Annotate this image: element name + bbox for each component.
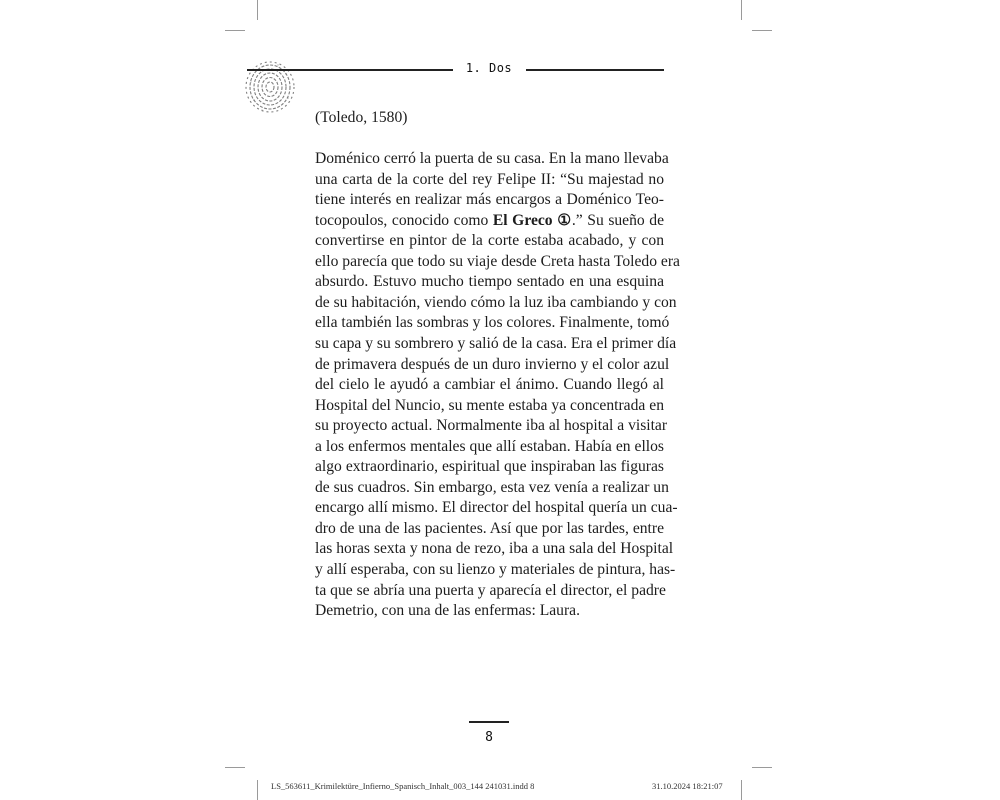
crop-mark	[225, 767, 245, 768]
text-line: ello parecía que todo su viaje desde Creta hasta Toledo era	[315, 252, 680, 270]
text-line: a los enfermos mentales que allí estaban. Había en ellos	[315, 437, 664, 455]
header-rule-right	[526, 69, 664, 71]
paragraph	[315, 149, 680, 622]
footer-rule	[469, 721, 509, 723]
text-line: encargo allí mismo. El director del hospital quería un cua-	[315, 499, 678, 517]
text-line: Hospital del Nuncio, su mente estaba ya concentrada en	[315, 396, 664, 414]
text-line: de primavera después de un duro invierno y el color azul	[315, 355, 670, 373]
text-line: las horas sexta y nona de rezo, iba a una sala del Hospital	[315, 540, 674, 558]
body-text	[315, 108, 680, 622]
page-number: 8	[485, 730, 493, 745]
text-line: convertirse en pintor de la corte estaba acabado, y con	[315, 232, 664, 250]
text-line: Doménico cerró la puerta de su casa. En la mano llevaba	[315, 150, 669, 168]
crop-mark	[752, 30, 772, 31]
glossary-term-text: El Greco	[492, 211, 553, 229]
glossary-marker-icon: ①	[557, 211, 572, 229]
print-slug-timestamp: 31.10.2024 18:21:07	[652, 781, 723, 791]
text-line: absurdo. Estuvo mucho tiempo sentado en una esquina	[315, 273, 664, 291]
crop-mark	[741, 780, 742, 800]
text-fragment: tocopoulos, conocido como	[315, 211, 493, 229]
text-line: del cielo le ayudó a cambiar el ánimo. Cuando llegó al	[315, 376, 664, 394]
header-rule-left	[247, 69, 453, 71]
crop-mark	[257, 0, 258, 20]
text-line: algo extraordinario, espiritual que inspiraban las figuras	[315, 458, 664, 476]
text-line: tiene interés en realizar más encargos a Doménico Teo-	[315, 191, 664, 209]
print-slug-file: LS_563611_Krimilektüre_Infierno_Spanisch_Inhalt_003_144 241031.indd 8	[271, 781, 535, 791]
dateline: (Toledo, 1580)	[315, 109, 408, 126]
text-line	[315, 211, 664, 232]
text-line: dro de una de las pacientes. Así que por las tardes, entre	[315, 519, 664, 537]
text-line: su capa y su sombrero y salió de la casa. Era el primer día	[315, 334, 677, 352]
running-header: 1. Dos	[465, 61, 513, 75]
text-line: ta que se abría una puerta y aparecía el director, el padre	[315, 581, 666, 599]
text-line: una carta de la corte del rey Felipe II: “Su majestad no	[315, 170, 664, 188]
text-line: de su habitación, viendo cómo la luz iba cambiando y con	[315, 293, 677, 311]
glossary-term[interactable]	[493, 212, 572, 229]
text-line: su proyecto actual. Normalmente iba al hospital a visitar	[315, 417, 668, 435]
text-fragment: .” Su sueño de	[571, 211, 664, 229]
text-line: y allí esperaba, con su lienzo y materiales de pintura, has-	[315, 560, 676, 578]
crop-mark	[225, 30, 245, 31]
text-line: ella también las sombras y los colores. Finalmente, tomó	[315, 314, 670, 332]
crop-mark	[741, 0, 742, 20]
crop-mark	[752, 767, 772, 768]
text-line: de sus cuadros. Sin embargo, esta vez venía a realizar un	[315, 478, 669, 496]
crop-mark	[257, 780, 258, 800]
text-line: Demetrio, con una de las enfermas: Laura.	[315, 602, 580, 620]
